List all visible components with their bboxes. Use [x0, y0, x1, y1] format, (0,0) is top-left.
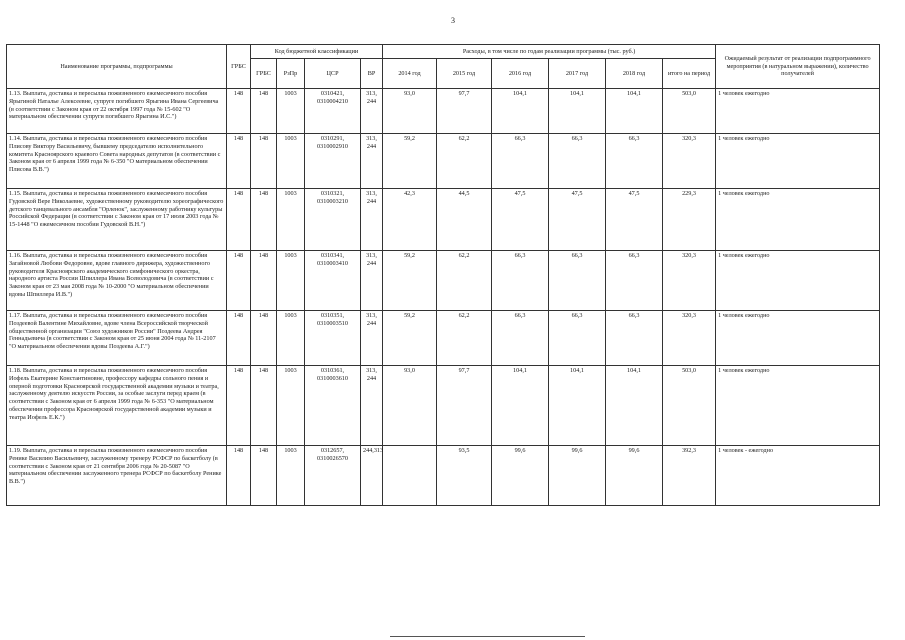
header-2014: 2014 год: [383, 59, 437, 89]
cell-vr: 313, 244: [361, 89, 383, 134]
cell-csr: 0310361, 0310003610: [305, 366, 361, 446]
cell-y2017: 66,3: [549, 134, 606, 189]
cell-result: 1 человек ежегодно: [716, 251, 880, 311]
cell-y2015: 93,5: [437, 446, 492, 506]
cell-grbs: 148: [227, 446, 251, 506]
cell-y2018: 104,1: [606, 89, 663, 134]
cell-total: 320,3: [663, 251, 716, 311]
cell-y2015: 62,2: [437, 251, 492, 311]
header-grbs: ГРБС: [227, 45, 251, 89]
cell-y2017: 47,5: [549, 189, 606, 251]
header-expenses: Расходы, в том числе по годам реализации программы (тыс. руб.): [383, 45, 716, 59]
cell-y2014: 93,0: [383, 89, 437, 134]
cell-grbs2: 148: [251, 311, 277, 366]
cell-grbs2: 148: [251, 251, 277, 311]
cell-grbs: 148: [227, 366, 251, 446]
cell-grbs: 148: [227, 311, 251, 366]
bottom-line: [390, 636, 585, 637]
cell-csr: 0310321, 0310003210: [305, 189, 361, 251]
cell-csr: 0310341, 0310003410: [305, 251, 361, 311]
cell-rzpr: 1003: [277, 311, 305, 366]
cell-result: 1 человек ежегодно: [716, 134, 880, 189]
cell-rzpr: 1003: [277, 89, 305, 134]
cell-rzpr: 1003: [277, 189, 305, 251]
header-total: итого на период: [663, 59, 716, 89]
cell-grbs2: 148: [251, 189, 277, 251]
cell-grbs2: 148: [251, 134, 277, 189]
cell-result: 1 человек ежегодно: [716, 366, 880, 446]
header-csr: ЦСР: [305, 59, 361, 89]
cell-csr: 0310291, 0310002910: [305, 134, 361, 189]
program-table: [6, 44, 880, 506]
table-row: [7, 189, 880, 251]
page-number: 3: [451, 16, 455, 25]
cell-rzpr: 1003: [277, 134, 305, 189]
table-row: [7, 311, 880, 366]
table-row: [7, 366, 880, 446]
cell-y2014: 59,2: [383, 311, 437, 366]
cell-y2017: 104,1: [549, 366, 606, 446]
cell-y2016: 66,3: [492, 311, 549, 366]
header-2018: 2018 год: [606, 59, 663, 89]
cell-grbs: 148: [227, 134, 251, 189]
cell-y2014: 59,2: [383, 134, 437, 189]
cell-y2014: 59,2: [383, 251, 437, 311]
cell-rzpr: 1003: [277, 251, 305, 311]
cell-y2017: 66,3: [549, 311, 606, 366]
cell-total: 503,0: [663, 366, 716, 446]
cell-grbs2: 148: [251, 446, 277, 506]
cell-vr: 313, 244: [361, 251, 383, 311]
cell-y2016: 66,3: [492, 251, 549, 311]
cell-rzpr: 1003: [277, 366, 305, 446]
cell-result: 1 человек - ежегодно: [716, 446, 880, 506]
cell-y2018: 99,6: [606, 446, 663, 506]
cell-y2015: 97,7: [437, 89, 492, 134]
cell-total: 229,3: [663, 189, 716, 251]
header-vr: ВР: [361, 59, 383, 89]
cell-name: 1.15. Выплата, доставка и пересылка пожизненного ежемесячного пособия Гудовской Вере Николаевне, художественному руководителю хореографического детского танцевального ансамбля "Орленок", заслуженному работнику культуры Российской Федерации (в соответствии с Законом края от 17 июля 2003 года № 15-1448 "О ежемесячном пособии Гудовской В.Н."): [7, 189, 227, 251]
cell-vr: 244,313: [361, 446, 383, 506]
header-grbs-sub: ГРБС: [251, 59, 277, 89]
cell-csr: 0312657, 0310026570: [305, 446, 361, 506]
cell-csr: 0310351, 0310003510: [305, 311, 361, 366]
header-result: Ожидаемый результат от реализации подпрограммного мероприятия (в натуральном выражении), количество получателей: [716, 45, 880, 89]
header-name: Наименование программы, подпрограммы: [7, 45, 227, 89]
cell-name: 1.14. Выплата, доставка и пересылка пожизненного ежемесячного пособия Плисову Виктору Васильевичу, бывшему председателю исполнительного комитета Красноярского краевого Совета народных депутатов (в соответствии с Законом края от 6 апреля 1999 года № 6-350 "О материальном обеспечении Плисова В.В."): [7, 134, 227, 189]
cell-result: 1 человек ежегодно: [716, 311, 880, 366]
cell-y2016: 47,5: [492, 189, 549, 251]
cell-y2015: 44,5: [437, 189, 492, 251]
cell-y2015: 62,2: [437, 134, 492, 189]
cell-y2017: 66,3: [549, 251, 606, 311]
cell-y2016: 99,6: [492, 446, 549, 506]
cell-result: 1 человек ежегодно: [716, 89, 880, 134]
cell-grbs: 148: [227, 89, 251, 134]
cell-total: 392,3: [663, 446, 716, 506]
cell-vr: 313, 244: [361, 311, 383, 366]
cell-name: 1.13. Выплата, доставка и пересылка пожизненного ежемесячного пособия Ярыгиной Наталье Алексеевне, супруге погибшего Ярыгина Ивана Сергеевича (в соответствии с Законом края от 22 октября 1997 года № 15-602 "О материальном обеспечении супруги погибшего Ярыгина И.С."): [7, 89, 227, 134]
cell-y2017: 104,1: [549, 89, 606, 134]
cell-y2016: 104,1: [492, 89, 549, 134]
cell-y2018: 104,1: [606, 366, 663, 446]
table-row: [7, 446, 880, 506]
cell-name: 1.17. Выплата, доставка и пересылка пожизненного ежемесячного пособия Поздеевой Валентине Михайловне, вдове члена Всероссийской творческой общественной организации "Союз художников России" Поздеева Андрея Геннадьевича (в соответствии с Законом края от 25 июня 2004 года № 11-2107 "О материальном обеспечении вдовы Поздеева А.Г."): [7, 311, 227, 366]
cell-vr: 313, 244: [361, 134, 383, 189]
cell-y2018: 47,5: [606, 189, 663, 251]
cell-vr: 313, 244: [361, 366, 383, 446]
cell-y2015: 97,7: [437, 366, 492, 446]
header-2017: 2017 год: [549, 59, 606, 89]
cell-result: 1 человек ежегодно: [716, 189, 880, 251]
cell-vr: 313, 244: [361, 189, 383, 251]
cell-y2016: 104,1: [492, 366, 549, 446]
table-row: [7, 89, 880, 134]
cell-rzpr: 1003: [277, 446, 305, 506]
cell-name: 1.18. Выплата, доставка и пересылка пожизненного ежемесячного пособия Иофель Екатерине Константиновне, профессору кафедры сольного пения и оперной подготовки Красноярской государственной академии музыки и театра, заслуженному деятелю искусств России, за особые заслуги перед краем (в соответствии с Законом края от 6 апреля 1999 года № 6-353 "О материальном обеспечении профессора Красноярской государственной академии музыки и театра Иофель Е.К."): [7, 366, 227, 446]
header-rzpr: РзПр: [277, 59, 305, 89]
cell-total: 320,3: [663, 311, 716, 366]
cell-name: 1.19. Выплата, доставка и пересылка пожизненного ежемесячного пособия Ренике Василию Васильевичу, заслуженному тренеру РСФСР по баскетболу (в соответствии с Законом края от 21 сентября 2006 года № 20-5087 "О материальном обеспечении заслуженного тренера РСФСР по баскетболу Ренике В.В."): [7, 446, 227, 506]
cell-total: 503,0: [663, 89, 716, 134]
cell-y2014: [383, 446, 437, 506]
cell-y2016: 66,3: [492, 134, 549, 189]
cell-grbs2: 148: [251, 89, 277, 134]
cell-grbs2: 148: [251, 366, 277, 446]
cell-total: 320,3: [663, 134, 716, 189]
header-2015: 2015 год: [437, 59, 492, 89]
cell-y2017: 99,6: [549, 446, 606, 506]
cell-y2015: 62,2: [437, 311, 492, 366]
cell-y2018: 66,3: [606, 134, 663, 189]
cell-csr: 0310421, 0310004210: [305, 89, 361, 134]
header-2016: 2016 год: [492, 59, 549, 89]
cell-y2014: 42,3: [383, 189, 437, 251]
cell-grbs: 148: [227, 251, 251, 311]
table-row: [7, 251, 880, 311]
cell-name: 1.16. Выплата, доставка и пересылка пожизненного ежемесячного пособия Загайновой Любови Федоровне, вдове главного дирижера, художественного руководителя Красноярского академического симфонического оркестра, народного артиста России Шпиллера Ивана Всеволодовича (в соответствии с Законом края от 23 мая 2008 года № 10-2000 "О материальном обеспечении вдовы Шпиллера И.В."): [7, 251, 227, 311]
table-row: [7, 134, 880, 189]
header-budget-code: Код бюджетной классификации: [251, 45, 383, 59]
cell-grbs: 148: [227, 189, 251, 251]
cell-y2018: 66,3: [606, 251, 663, 311]
cell-y2014: 93,0: [383, 366, 437, 446]
cell-y2018: 66,3: [606, 311, 663, 366]
